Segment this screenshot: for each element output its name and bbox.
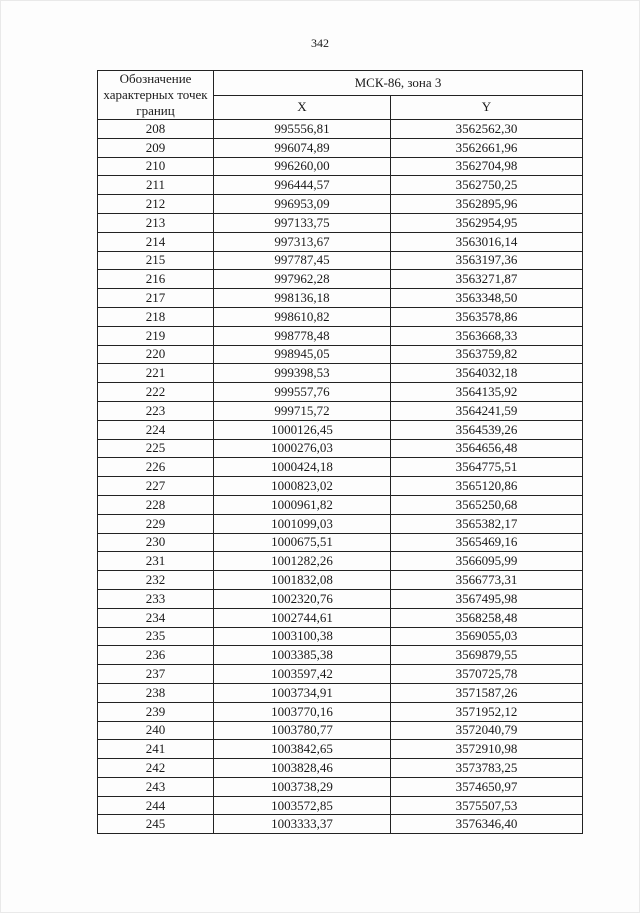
y-coordinate-cell: 3564135,92 [391,383,583,402]
point-id-cell: 227 [98,477,214,496]
x-coordinate-cell: 1000823,02 [214,477,391,496]
point-id-cell: 241 [98,740,214,759]
y-coordinate-cell: 3572910,98 [391,740,583,759]
point-id-cell: 223 [98,401,214,420]
x-coordinate-cell: 1001099,03 [214,514,391,533]
x-coordinate-cell: 996074,89 [214,138,391,157]
point-id-cell: 233 [98,589,214,608]
point-id-cell: 232 [98,571,214,590]
table-row [98,420,583,439]
x-coordinate-cell: 998945,05 [214,345,391,364]
x-coordinate-cell: 1003780,77 [214,721,391,740]
x-coordinate-cell: 1003100,38 [214,627,391,646]
y-coordinate-cell: 3576346,40 [391,815,583,834]
point-id-cell: 239 [98,702,214,721]
y-coordinate-cell: 3562704,98 [391,157,583,176]
table-row [98,721,583,740]
x-coordinate-cell: 997133,75 [214,213,391,232]
x-coordinate-cell: 997962,28 [214,270,391,289]
point-id-cell: 229 [98,514,214,533]
x-coordinate-cell: 1003572,85 [214,796,391,815]
y-coordinate-cell: 3565382,17 [391,514,583,533]
table-row [98,289,583,308]
point-id-cell: 235 [98,627,214,646]
y-coordinate-cell: 3572040,79 [391,721,583,740]
y-coordinate-cell: 3566095,99 [391,552,583,571]
x-coordinate-cell: 1003734,91 [214,683,391,702]
point-id-cell: 234 [98,608,214,627]
y-coordinate-cell: 3563759,82 [391,345,583,364]
point-id-cell: 225 [98,439,214,458]
coordinate-system-header: МСК-86, зона 3 [214,71,583,96]
y-coordinate-cell: 3563668,33 [391,326,583,345]
table-row [98,345,583,364]
point-id-cell: 240 [98,721,214,740]
table-row [98,514,583,533]
x-coordinate-cell: 1003828,46 [214,759,391,778]
y-coordinate-cell: 3563271,87 [391,270,583,289]
point-id-cell: 228 [98,495,214,514]
table-row [98,439,583,458]
point-id-cell: 215 [98,251,214,270]
x-coordinate-cell: 1001282,26 [214,552,391,571]
point-id-cell: 236 [98,646,214,665]
x-coordinate-cell: 999398,53 [214,364,391,383]
table-row [98,683,583,702]
x-coordinate-cell: 997313,67 [214,232,391,251]
point-id-cell: 244 [98,796,214,815]
point-id-cell: 220 [98,345,214,364]
x-coordinate-cell: 1000675,51 [214,533,391,552]
table-row [98,195,583,214]
point-id-cell: 216 [98,270,214,289]
point-id-cell: 213 [98,213,214,232]
x-coordinate-cell: 1002320,76 [214,589,391,608]
coordinates-table [97,70,583,834]
y-coordinate-cell: 3564539,26 [391,420,583,439]
x-coordinate-cell: 999557,76 [214,383,391,402]
point-id-cell: 238 [98,683,214,702]
point-id-cell: 218 [98,307,214,326]
y-coordinate-cell: 3563578,86 [391,307,583,326]
x-coordinate-cell: 996260,00 [214,157,391,176]
y-coordinate-cell: 3573783,25 [391,759,583,778]
point-designation-header: Обозначение характерных точек границ [98,71,214,120]
x-coordinate-cell: 1003333,37 [214,815,391,834]
y-coordinate-cell: 3564032,18 [391,364,583,383]
x-coordinate-cell: 996953,09 [214,195,391,214]
table-row [98,213,583,232]
y-coordinate-cell: 3567495,98 [391,589,583,608]
y-coordinate-cell: 3562562,30 [391,120,583,139]
y-coordinate-cell: 3571952,12 [391,702,583,721]
table-row [98,589,583,608]
x-coordinate-cell: 998136,18 [214,289,391,308]
point-id-cell: 221 [98,364,214,383]
y-coordinate-cell: 3564775,51 [391,458,583,477]
point-id-cell: 245 [98,815,214,834]
x-coordinate-cell: 1001832,08 [214,571,391,590]
point-id-cell: 224 [98,420,214,439]
x-coordinate-cell: 995556,81 [214,120,391,139]
table-row [98,815,583,834]
point-id-cell: 212 [98,195,214,214]
table-row [98,232,583,251]
x-coordinate-cell: 1003738,29 [214,777,391,796]
table-row [98,307,583,326]
y-coordinate-cell: 3568258,48 [391,608,583,627]
table-row [98,251,583,270]
point-id-cell: 210 [98,157,214,176]
x-coordinate-cell: 1000424,18 [214,458,391,477]
x-coordinate-cell: 997787,45 [214,251,391,270]
point-id-cell: 217 [98,289,214,308]
table-row [98,777,583,796]
point-id-cell: 208 [98,120,214,139]
x-coordinate-cell: 998778,48 [214,326,391,345]
table-row [98,552,583,571]
y-coordinate-cell: 3564656,48 [391,439,583,458]
page-number: 342 [311,36,329,50]
x-coordinate-cell: 1003770,16 [214,702,391,721]
table-row [98,364,583,383]
y-coordinate-cell: 3562750,25 [391,176,583,195]
x-coordinate-cell: 1000276,03 [214,439,391,458]
table-row [98,740,583,759]
table-row [98,176,583,195]
x-coordinate-cell: 1003385,38 [214,646,391,665]
x-coordinate-cell: 999715,72 [214,401,391,420]
x-coordinate-cell: 1003597,42 [214,665,391,684]
point-id-cell: 214 [98,232,214,251]
table-row [98,796,583,815]
table-header-row [98,71,583,96]
y-coordinate-cell: 3569879,55 [391,646,583,665]
y-coordinate-cell: 3569055,03 [391,627,583,646]
table-row [98,120,583,139]
table-row [98,458,583,477]
y-coordinate-cell: 3571587,26 [391,683,583,702]
x-coordinate-cell: 1000961,82 [214,495,391,514]
point-id-cell: 230 [98,533,214,552]
table-body [98,120,583,834]
point-id-cell: 219 [98,326,214,345]
y-coordinate-cell: 3575507,53 [391,796,583,815]
x-coordinate-cell: 1003842,65 [214,740,391,759]
y-coordinate-cell: 3565469,16 [391,533,583,552]
x-coordinate-cell: 996444,57 [214,176,391,195]
table-row [98,627,583,646]
table-row [98,477,583,496]
table-row [98,157,583,176]
y-coordinate-cell: 3570725,78 [391,665,583,684]
x-coordinate-cell: 1000126,45 [214,420,391,439]
table-row [98,326,583,345]
table-row [98,401,583,420]
table-row [98,383,583,402]
table-row [98,495,583,514]
y-coordinate-cell: 3563197,36 [391,251,583,270]
point-id-cell: 237 [98,665,214,684]
y-coordinate-cell: 3566773,31 [391,571,583,590]
point-id-cell: 242 [98,759,214,778]
x-column-header: X [214,95,391,120]
point-id-cell: 231 [98,552,214,571]
point-id-cell: 222 [98,383,214,402]
y-coordinate-cell: 3565250,68 [391,495,583,514]
y-coordinate-cell: 3562895,96 [391,195,583,214]
table-row [98,608,583,627]
y-coordinate-cell: 3563348,50 [391,289,583,308]
point-id-cell: 243 [98,777,214,796]
table-row [98,270,583,289]
table-row [98,646,583,665]
x-coordinate-cell: 998610,82 [214,307,391,326]
point-id-cell: 211 [98,176,214,195]
point-id-cell: 226 [98,458,214,477]
y-column-header: Y [391,95,583,120]
table-row [98,665,583,684]
x-coordinate-cell: 1002744,61 [214,608,391,627]
point-id-cell: 209 [98,138,214,157]
y-coordinate-cell: 3562661,96 [391,138,583,157]
table-row [98,759,583,778]
y-coordinate-cell: 3563016,14 [391,232,583,251]
table-row [98,533,583,552]
y-coordinate-cell: 3565120,86 [391,477,583,496]
table-row [98,702,583,721]
y-coordinate-cell: 3574650,97 [391,777,583,796]
y-coordinate-cell: 3562954,95 [391,213,583,232]
table-row [98,138,583,157]
table-row [98,571,583,590]
y-coordinate-cell: 3564241,59 [391,401,583,420]
